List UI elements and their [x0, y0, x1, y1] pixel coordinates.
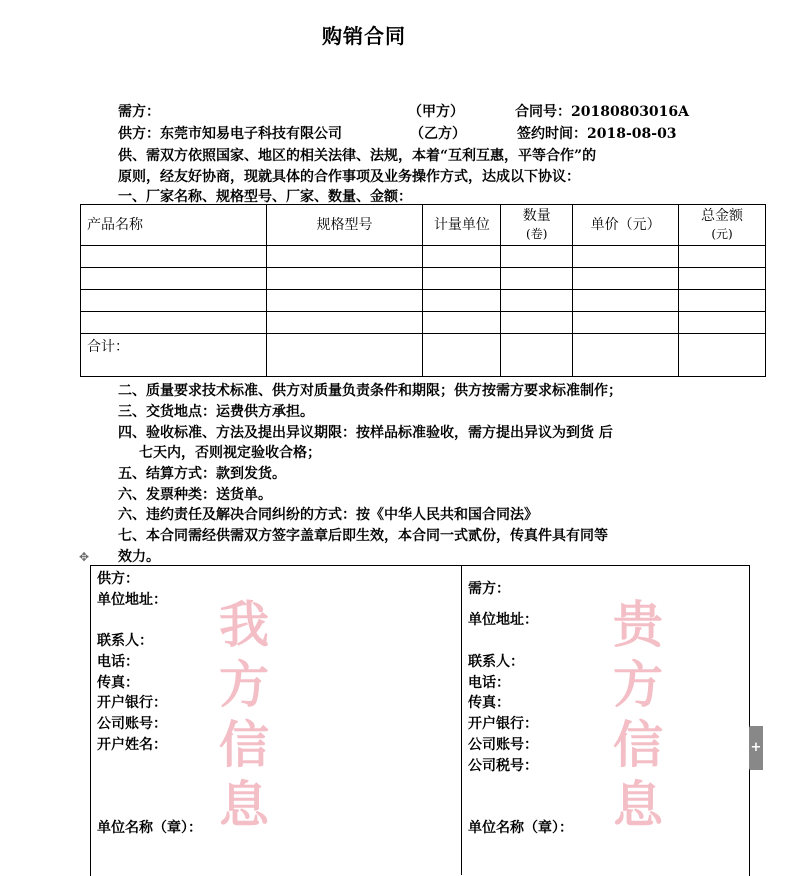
table-cell[interactable]	[679, 290, 766, 312]
buyer-stamp-watermark: 贵方信息	[613, 596, 663, 834]
table-cell[interactable]	[423, 290, 501, 312]
sign-date: 签约时间：2018-08-03	[517, 126, 677, 142]
table-cell[interactable]	[423, 246, 501, 268]
seller-account: 公司账号：	[97, 716, 167, 732]
seller-label: 供方：东莞市知易电子科技有限公司	[118, 126, 342, 142]
table-cell[interactable]	[573, 290, 679, 312]
header-total-unit: (元)	[711, 227, 733, 241]
table-cell[interactable]	[423, 334, 501, 377]
header-unit: 计量单位	[423, 205, 501, 246]
table-cell[interactable]	[81, 246, 267, 268]
clause-7b: 效力。	[118, 549, 160, 565]
table-cell[interactable]	[573, 268, 679, 290]
clause-4b: 七天内，否则视定验收合格；	[139, 445, 321, 461]
clause-3: 三、交货地点：运费供方承担。	[118, 404, 314, 420]
seller-address: 单位地址：	[97, 592, 167, 608]
buyer-contact: 联系人：	[468, 654, 524, 670]
table-cell[interactable]	[501, 334, 573, 377]
document-title: 购销合同	[322, 24, 406, 48]
seller-stamp-watermark: 我方信息	[219, 596, 269, 834]
buyer-tax-number: 公司税号：	[468, 758, 538, 774]
header-price: 单价（元）	[573, 205, 679, 246]
clause-7a: 七、本合同需经供需双方签字盖章后即生效，本合同一式贰份，传真件具有同等	[118, 528, 608, 544]
seller-account-name: 开户姓名：	[97, 737, 167, 753]
clause-5: 五、结算方式：款到发货。	[118, 466, 286, 482]
table-cell[interactable]	[81, 290, 267, 312]
clause-1: 一、厂家名称、规格型号、厂家、数量、金额：	[118, 189, 412, 205]
table-cell[interactable]	[501, 246, 573, 268]
table-cell[interactable]	[266, 312, 423, 334]
buyer-address: 单位地址：	[468, 612, 538, 628]
seller-fax: 传真：	[97, 675, 139, 691]
seller-seal: 单位名称（章）：	[97, 820, 202, 836]
intro-line-2: 原则，经友好协商，现就具体的合作事项及业务操作方式，达成以下协议：	[118, 169, 580, 185]
clause-4a: 四、验收标准、方法及提出异议期限：按样品标准验收，需方提出异议为到货 后	[118, 425, 613, 441]
table-cell[interactable]	[679, 334, 766, 377]
seller-block-label: 供方：	[97, 571, 139, 587]
table-row	[81, 268, 766, 290]
table-cell[interactable]	[679, 246, 766, 268]
table-cell[interactable]	[573, 246, 679, 268]
table-cell[interactable]	[573, 334, 679, 377]
table-cell[interactable]	[266, 268, 423, 290]
buyer-label: 需方：	[118, 104, 160, 120]
plus-icon[interactable]: +	[749, 726, 763, 770]
table-cell[interactable]	[423, 312, 501, 334]
buyer-bank: 开户银行：	[468, 716, 538, 732]
signature-divider	[461, 565, 462, 875]
table-row	[81, 290, 766, 312]
total-label: 合计：	[81, 334, 267, 377]
table-cell[interactable]	[501, 268, 573, 290]
header-total	[679, 205, 766, 246]
table-cell[interactable]	[573, 312, 679, 334]
table-row	[81, 246, 766, 268]
header-qty-unit: (卷)	[526, 227, 548, 241]
contract-number: 合同号：20180803016A	[515, 104, 690, 120]
table-cell[interactable]	[266, 334, 423, 377]
clause-6: 六、发票种类：送货单。	[118, 487, 272, 503]
table-cell[interactable]	[679, 268, 766, 290]
table-total-row	[81, 334, 766, 377]
buyer-fax: 传真：	[468, 695, 510, 711]
buyer-account: 公司账号：	[468, 737, 538, 753]
seller-phone: 电话：	[97, 654, 139, 670]
buyer-phone: 电话：	[468, 675, 510, 691]
header-product: 产品名称	[81, 205, 267, 246]
clause-6b: 六、违约责任及解决合同纠纷的方式：按《中华人民共和国合同法》	[118, 507, 538, 523]
header-qty-label: 数量	[522, 208, 551, 224]
table-cell[interactable]	[501, 290, 573, 312]
buyer-seal: 单位名称（章）：	[468, 820, 573, 836]
header-spec: 规格型号	[266, 205, 423, 246]
seller-contact: 联系人：	[97, 633, 153, 649]
move-icon[interactable]: ✥	[78, 550, 90, 564]
intro-line-1: 供、需双方依照国家、地区的相关法律、法规，本着“互利互惠，平等合作”的	[118, 148, 597, 164]
buyer-party: （甲方）	[408, 104, 464, 120]
table-header-row	[81, 205, 766, 246]
table-cell[interactable]	[501, 312, 573, 334]
table-cell[interactable]	[81, 268, 267, 290]
table-cell[interactable]	[679, 312, 766, 334]
buyer-block-label: 需方：	[468, 581, 510, 597]
table-cell[interactable]	[81, 312, 267, 334]
table-cell[interactable]	[423, 268, 501, 290]
product-table	[80, 204, 766, 377]
header-qty	[501, 205, 573, 246]
table-cell[interactable]	[266, 246, 423, 268]
table-row	[81, 312, 766, 334]
seller-bank: 开户银行：	[97, 695, 167, 711]
seller-party: （乙方）	[410, 126, 466, 142]
clause-2: 二、质量要求技术标准、供方对质量负责条件和期限；供方按需方要求标准制作；	[118, 383, 622, 399]
table-cell[interactable]	[266, 290, 423, 312]
header-total-label: 总金额	[701, 208, 744, 224]
